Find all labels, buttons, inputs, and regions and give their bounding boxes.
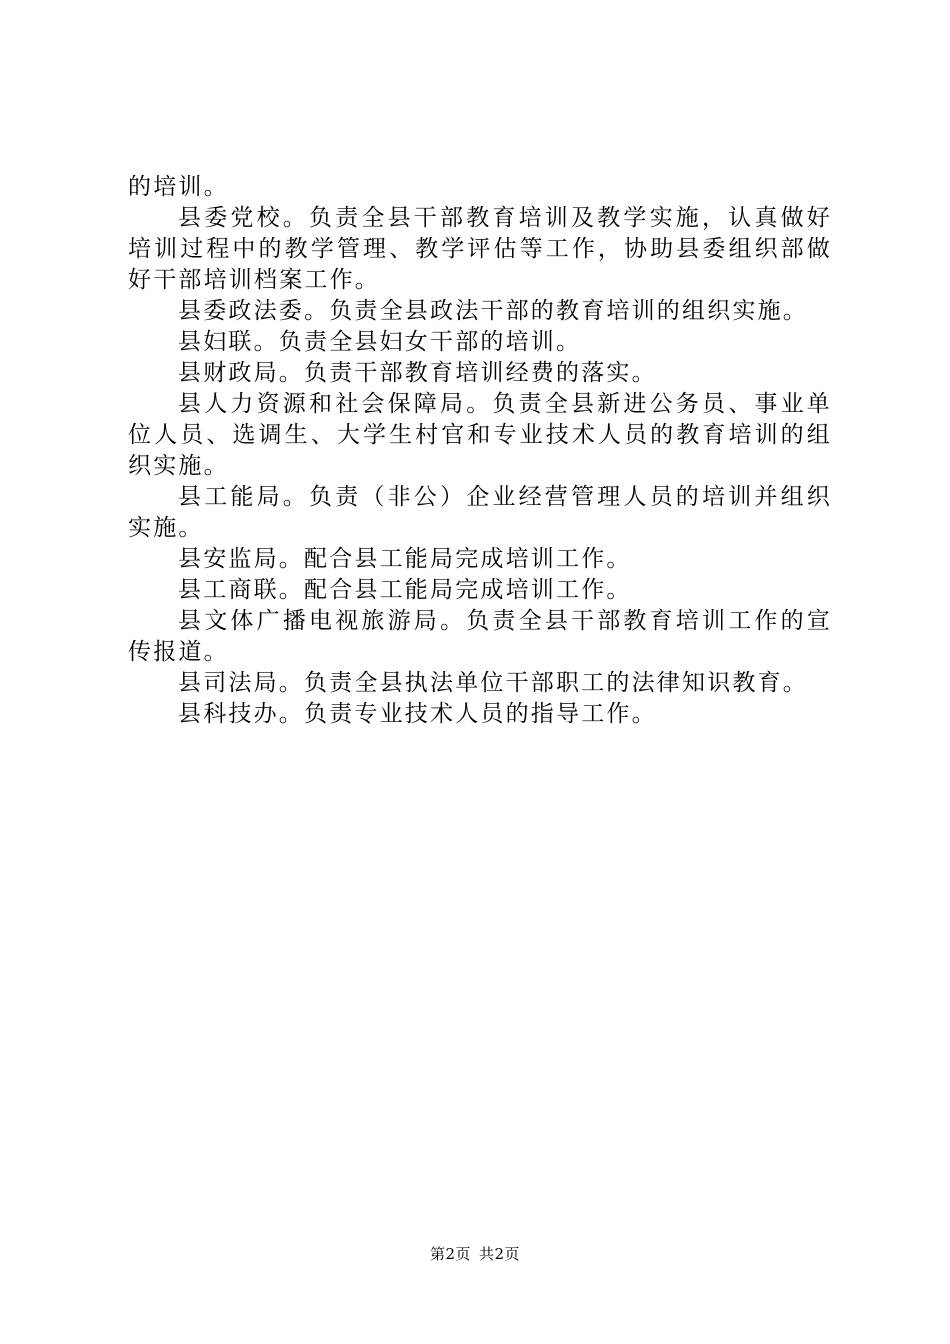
paragraph-continuation: 的培训。 (128, 174, 229, 200)
paragraph-safety-supervision-bureau: 县安监局。配合县工能局完成培训工作。 (178, 546, 632, 572)
paragraph-political-legal-committee: 县委政法委。负责全县政法干部的教育培训的组织实施。 (178, 298, 808, 324)
page-number: 第2页 (429, 1245, 471, 1263)
paragraph-justice-bureau: 县司法局。负责全县执法单位干部职工的法律知识教育。 (178, 670, 808, 696)
paragraph-industry-energy-bureau: 县工能局。负责（非公）企业经营管理人员的培训并组织实施。 (128, 484, 832, 541)
page-total: 共2页 (479, 1245, 521, 1263)
paragraph-party-school: 县委党校。负责全县干部教育培训及教学实施，认真做好培训过程中的教学管理、教学评估等工作，协助县委组织部做好干部培训档案工作。 (128, 205, 832, 293)
page-footer (0, 1244, 950, 1264)
paragraph-federation-industry-commerce: 县工商联。配合县工能局完成培训工作。 (178, 577, 632, 603)
paragraph-finance-bureau: 县财政局。负责干部教育培训经费的落实。 (178, 360, 657, 386)
paragraph-womens-federation: 县妇联。负责全县妇女干部的培训。 (178, 329, 582, 355)
paragraph-science-technology-office: 县科技办。负责专业技术人员的指导工作。 (178, 701, 657, 727)
paragraph-human-resources-bureau: 县人力资源和社会保障局。负责全县新进公务员、事业单位人员、选调生、大学生村官和专业技术人员的教育培训的组织实施。 (128, 391, 832, 479)
paragraph-culture-broadcast-tourism-bureau: 县文体广播电视旅游局。负责全县干部教育培训工作的宣传报道。 (128, 608, 832, 665)
document-body (128, 172, 832, 730)
